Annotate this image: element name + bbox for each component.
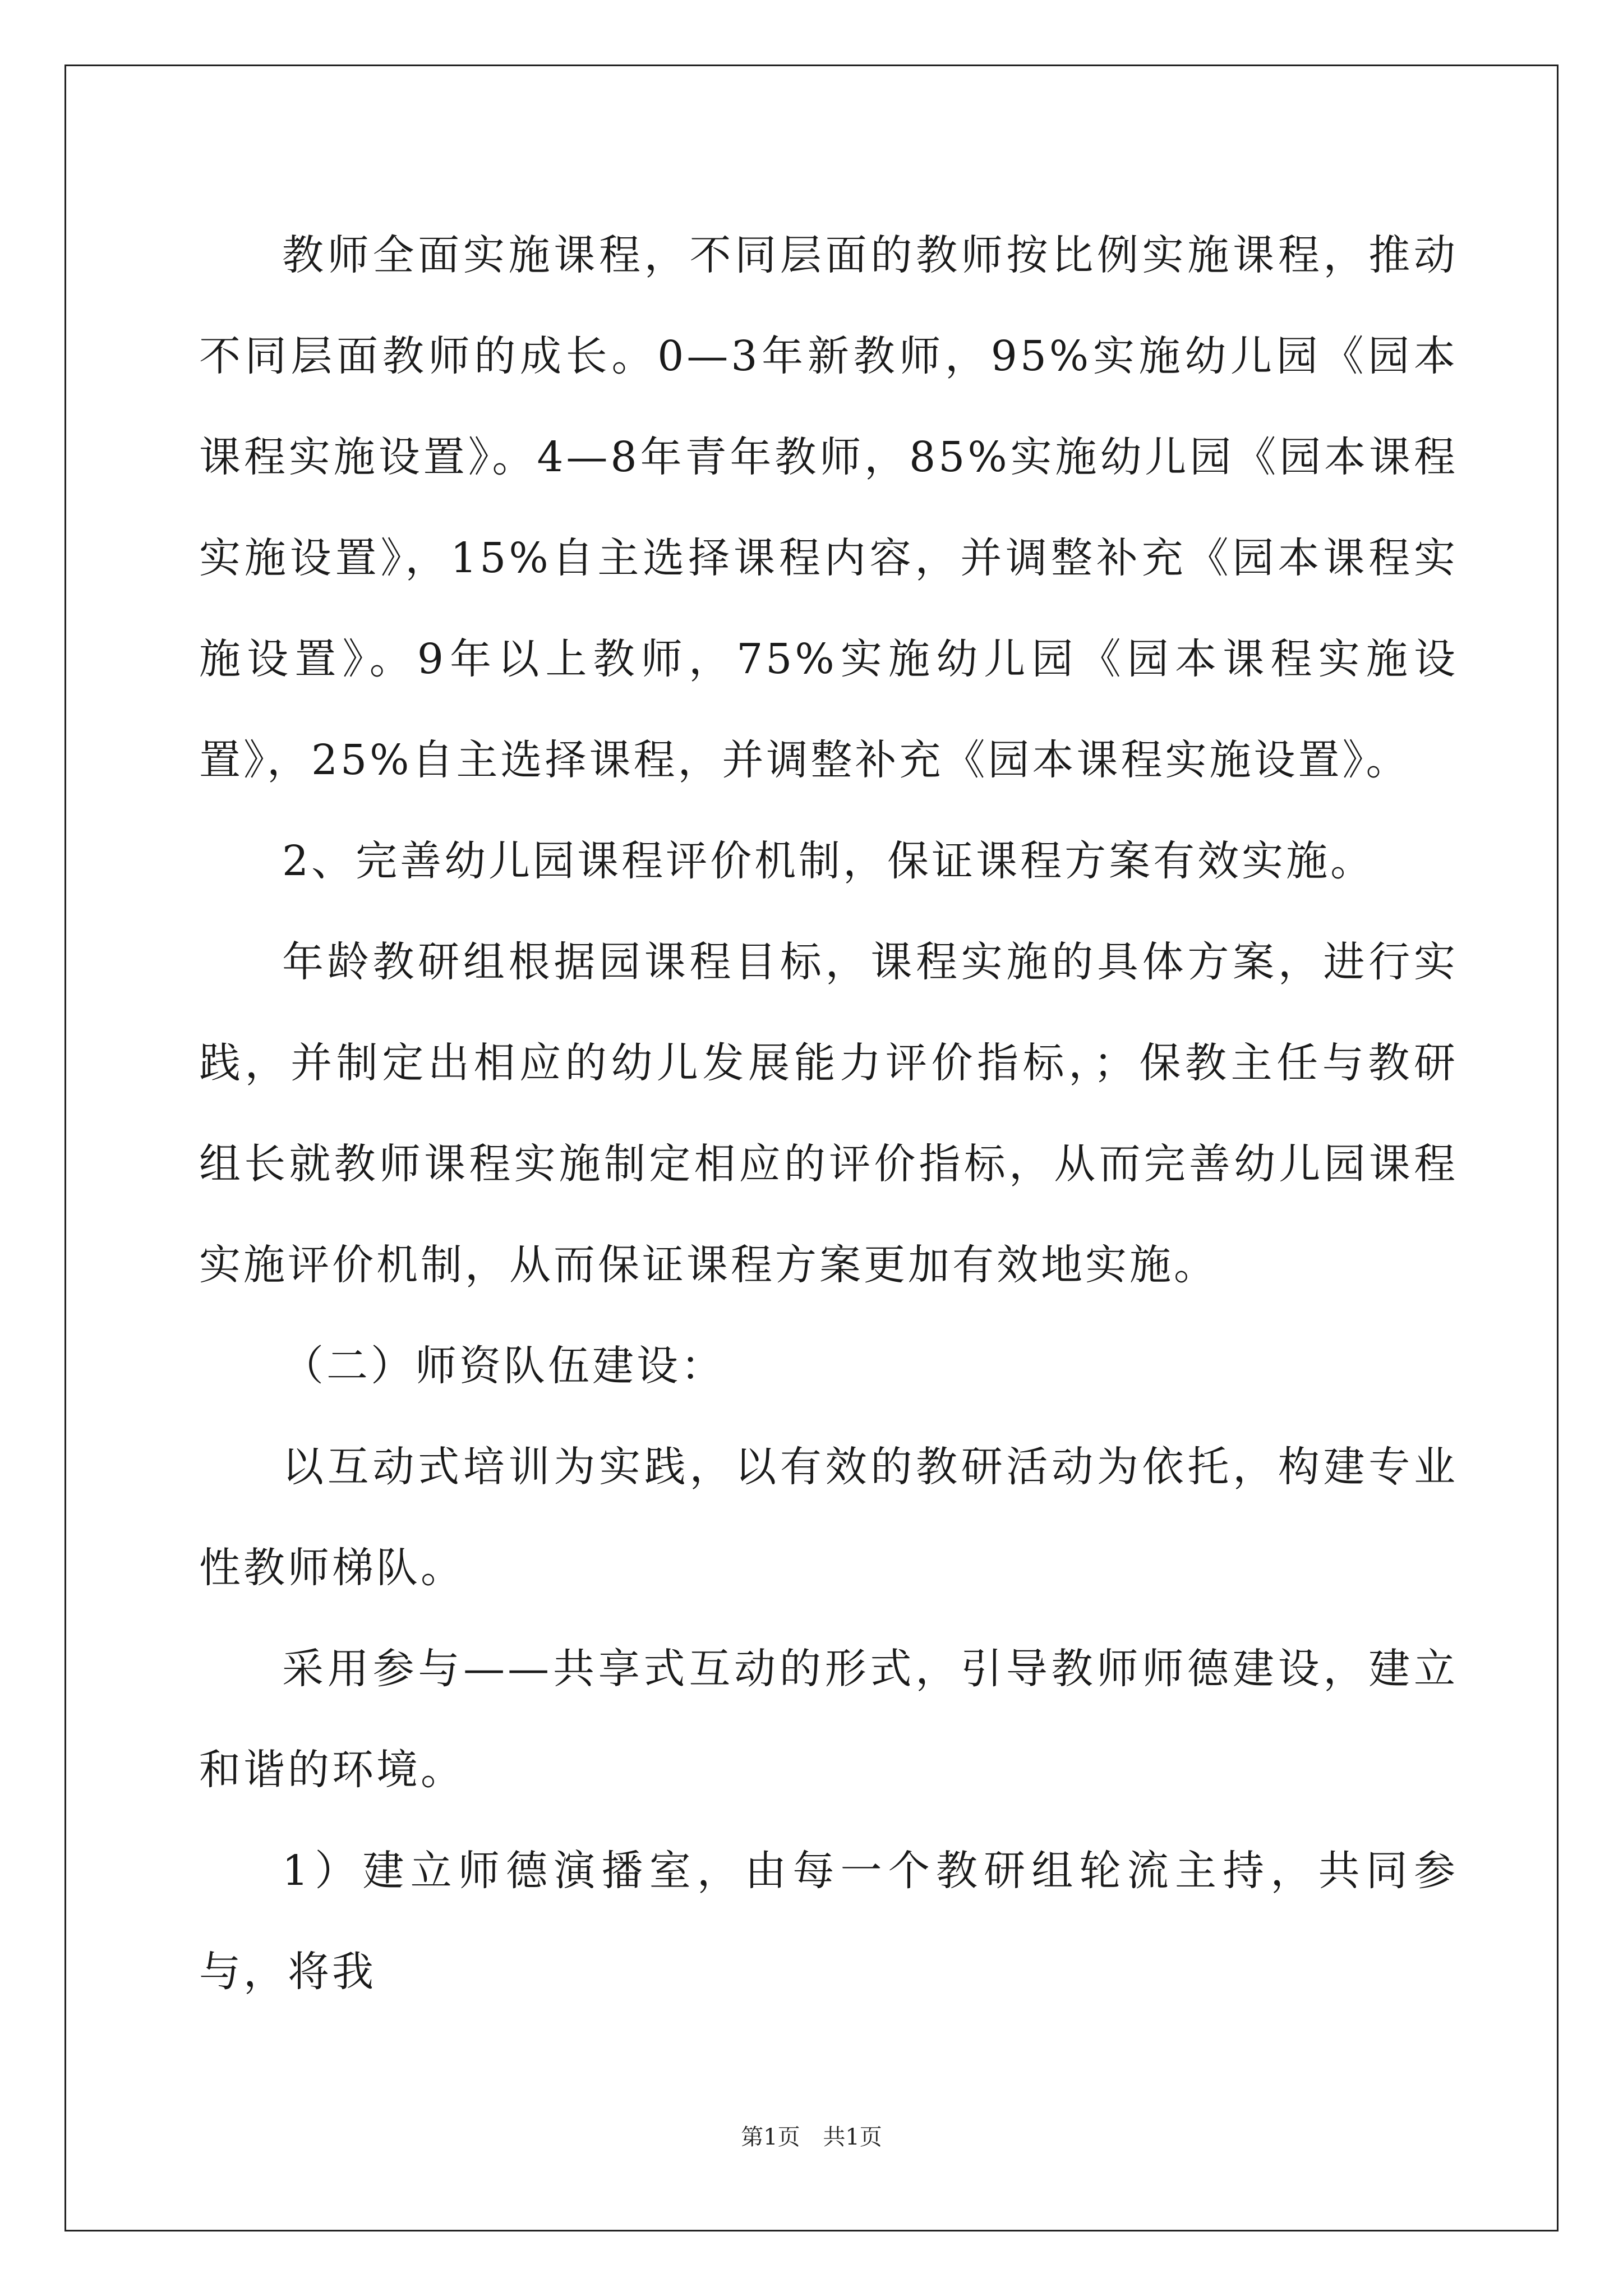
- paragraph-5: 采用参与——共享式互动的形式，引导教师师德建设，建立和谐的环境。: [199, 1645, 1458, 1794]
- section-heading: （二）师资队伍建设：: [282, 1342, 725, 1390]
- page-number-total: 共1页: [823, 2124, 882, 2150]
- paragraph-4: 以互动式培训为实践，以有效的教研活动为依托，构建专业性教师梯队。: [199, 1443, 1458, 1592]
- paragraph-2: 2、完善幼儿园课程评价机制，保证课程方案有效实施。: [282, 837, 1375, 885]
- page-footer: [0, 2119, 1623, 2151]
- page-number-current: 第1页: [741, 2124, 800, 2150]
- paragraph-3: 年龄教研组根据园课程目标，课程实施的具体方案，进行实践，并制定出相应的幼儿发展能力评价指标，；保教主任与教研组长就教师课程实施制定相应的评价指标，从而完善幼儿园课程实施评价机制，从而保证课程方案更加有效地实施。: [199, 938, 1458, 1289]
- document-body: [199, 205, 1458, 2022]
- paragraph-1: 教师全面实施课程，不同层面的教师按比例实施课程，推动不同层面教师的成长。0—3年新教师，95%实施幼儿园《园本课程实施设置》。4—8年青年教师，85%实施幼儿园《园本课程实施设置》，15%自主选择课程内容，并调整补充《园本课程实施设置》。9年以上教师，75%实施幼儿园《园本课程实施设置》，25%自主选择课程，并调整补充《园本课程实施设置》。: [199, 231, 1458, 784]
- paragraph-6: 1）建立师德演播室，由每一个教研组轮流主持，共同参与，将我: [199, 1847, 1458, 1996]
